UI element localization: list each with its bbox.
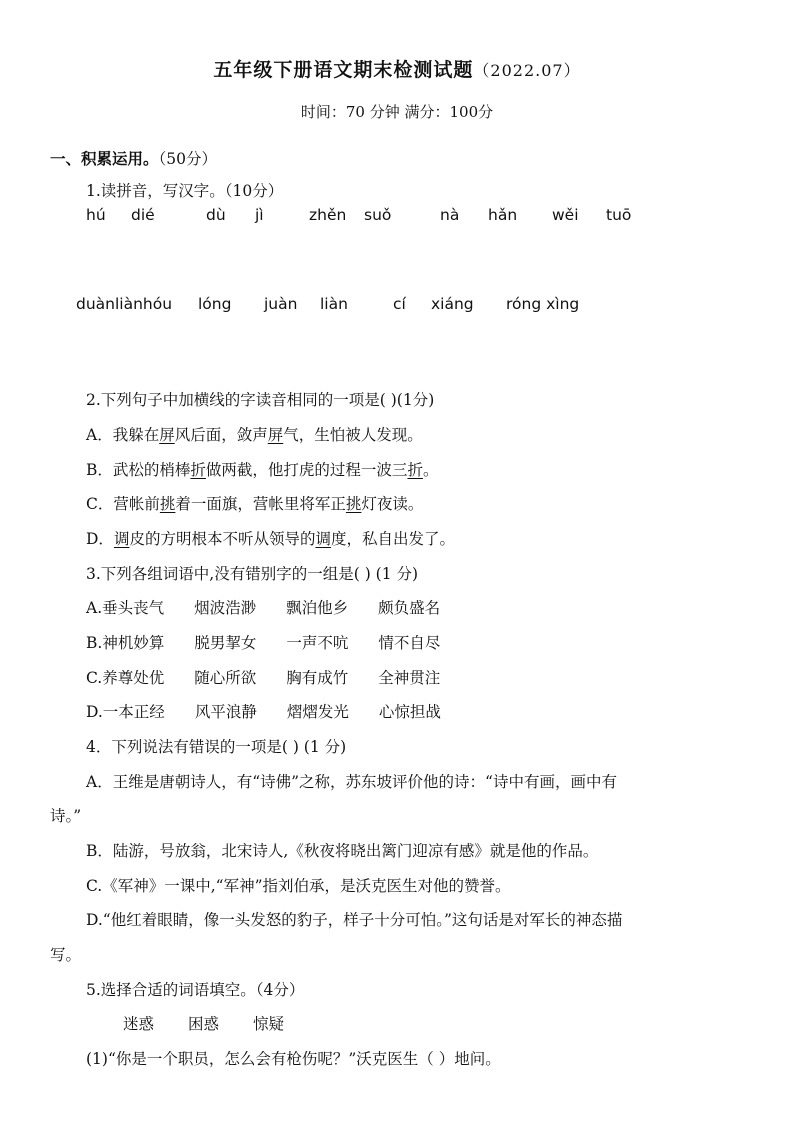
- q3-option-c: [86, 668, 470, 688]
- exam-title: [0, 55, 794, 82]
- q5-prompt: 5.选择合适的词语填空。（4分）: [86, 981, 305, 999]
- q1-prompt: 1.读拼音，写汉字。（10分）: [86, 182, 284, 200]
- pinyin: zhěn: [309, 206, 347, 224]
- section-label: 一、积累运用。: [50, 149, 159, 168]
- pinyin: wěi: [552, 206, 579, 224]
- text: B．武松的梢棒: [86, 461, 191, 479]
- word: 困惑: [188, 1015, 220, 1033]
- exam-time-score: 时间：70 分钟 满分：100分: [300, 103, 494, 121]
- q4-option-a-line1: A．王维是唐朝诗人，有“诗佛”之称，苏东坡评价他的诗：“诗中有画，画中有: [86, 773, 617, 791]
- pinyin: hǎn: [488, 206, 518, 224]
- title-year: （2022.07）: [473, 61, 581, 80]
- underlined-char: 屏: [159, 426, 175, 444]
- text: 风后面，敛声: [174, 426, 268, 444]
- q2-prompt: 2.下列句子中加横线的字读音相同的一项是( )(1分): [86, 391, 435, 409]
- underlined-char: 调: [315, 530, 331, 548]
- q2-option-c: [86, 494, 423, 514]
- underlined-char: 折: [190, 461, 206, 479]
- q3-option-a: [86, 598, 470, 618]
- word: 一声不吭: [286, 634, 349, 652]
- word: D.一本正经: [86, 703, 165, 721]
- q2-option-b: [86, 460, 438, 480]
- word: 惊疑: [253, 1015, 285, 1033]
- q4-option-b: B．陆游，号放翁，北宋诗人,《秋夜将晓出篱门迎凉有感》就是他的作品。: [86, 842, 599, 860]
- word: 颇负盛名: [378, 599, 441, 617]
- q4-prompt: 4．下列说法有错误的一项是( ) (1 分): [86, 738, 347, 756]
- word: 迷惑: [123, 1015, 155, 1033]
- text: 度，私自出发了。: [330, 530, 455, 548]
- word: 脱男挈女: [194, 634, 257, 652]
- q4-option-d-line1: D.“他红着眼睛，像一头发怒的豹子，样子十分可怕。”这句话是对军长的神态描: [86, 911, 623, 929]
- text: 气，生怕被人发现。: [283, 426, 423, 444]
- text: C．营帐前: [86, 495, 160, 513]
- text: D．: [86, 530, 114, 548]
- word: 飘泊他乡: [286, 599, 349, 617]
- underlined-char: 折: [407, 461, 423, 479]
- word: 胸有成竹: [286, 669, 349, 687]
- pinyin: suǒ: [364, 206, 392, 224]
- pinyin: dù: [206, 206, 226, 224]
- q4-option-d-line2: 写。: [50, 946, 82, 964]
- word: 全神贯注: [378, 669, 441, 687]
- q3-option-d: [86, 702, 471, 722]
- q5-item-1: (1)“你是一个职员，怎么会有枪伤呢？”沃克医生（ ）地问。: [86, 1050, 501, 1068]
- word: C.养尊处优: [86, 669, 165, 687]
- underlined-char: 挑: [345, 495, 362, 513]
- word: 心惊担战: [378, 703, 441, 721]
- word: 风平浪静: [194, 703, 257, 721]
- pinyin: juàn: [264, 295, 298, 313]
- q2-option-d: [86, 529, 455, 549]
- underlined-char: 屏: [267, 426, 284, 444]
- pinyin: nà: [440, 206, 460, 224]
- pinyin: tuō: [606, 206, 632, 224]
- pinyin: duànliànhóu: [76, 295, 173, 313]
- pinyin: liàn: [320, 295, 348, 313]
- word: 烟波浩渺: [194, 599, 257, 617]
- word: 随心所欲: [194, 669, 257, 687]
- section-points: （50分）: [158, 150, 217, 168]
- q4-option-c: C.《军神》一课中,“军神”指刘伯承，是沃克医生对他的赞誉。: [86, 877, 511, 895]
- word: 情不自尽: [378, 634, 441, 652]
- underlined-char: 调: [113, 530, 130, 548]
- text: 做两截，他打虎的过程一波三: [205, 461, 408, 479]
- word: 熠熠发光: [286, 703, 349, 721]
- pinyin: lóng: [198, 295, 232, 313]
- pinyin: xiáng: [431, 295, 474, 313]
- text: 。: [422, 461, 439, 479]
- q3-option-b: [86, 633, 470, 653]
- q3-prompt: 3.下列各组词语中,没有错别字的一组是( ) (1 分): [86, 565, 419, 583]
- section-heading: [50, 149, 217, 169]
- word: B.神机妙算: [86, 634, 165, 652]
- pinyin: róng xìng: [506, 295, 580, 313]
- underlined-char: 挑: [159, 495, 176, 513]
- text: 着一面旗，营帐里将军正: [175, 495, 346, 513]
- pinyin: dié: [131, 206, 155, 224]
- pinyin: hú: [86, 206, 106, 224]
- pinyin: cí: [393, 295, 406, 313]
- text: A．我躲在: [86, 426, 160, 444]
- text: 灯夜读。: [361, 495, 424, 513]
- q2-option-a: [86, 425, 423, 445]
- q4-option-a-line2: 诗。”: [50, 807, 82, 825]
- title-text: 五年级下册语文期末检测试题: [213, 59, 474, 81]
- text: 皮的方明根本不听从领导的: [129, 530, 316, 548]
- pinyin: jì: [255, 206, 264, 224]
- word: A.垂头丧气: [86, 599, 165, 617]
- q5-word-bank: [123, 1014, 284, 1034]
